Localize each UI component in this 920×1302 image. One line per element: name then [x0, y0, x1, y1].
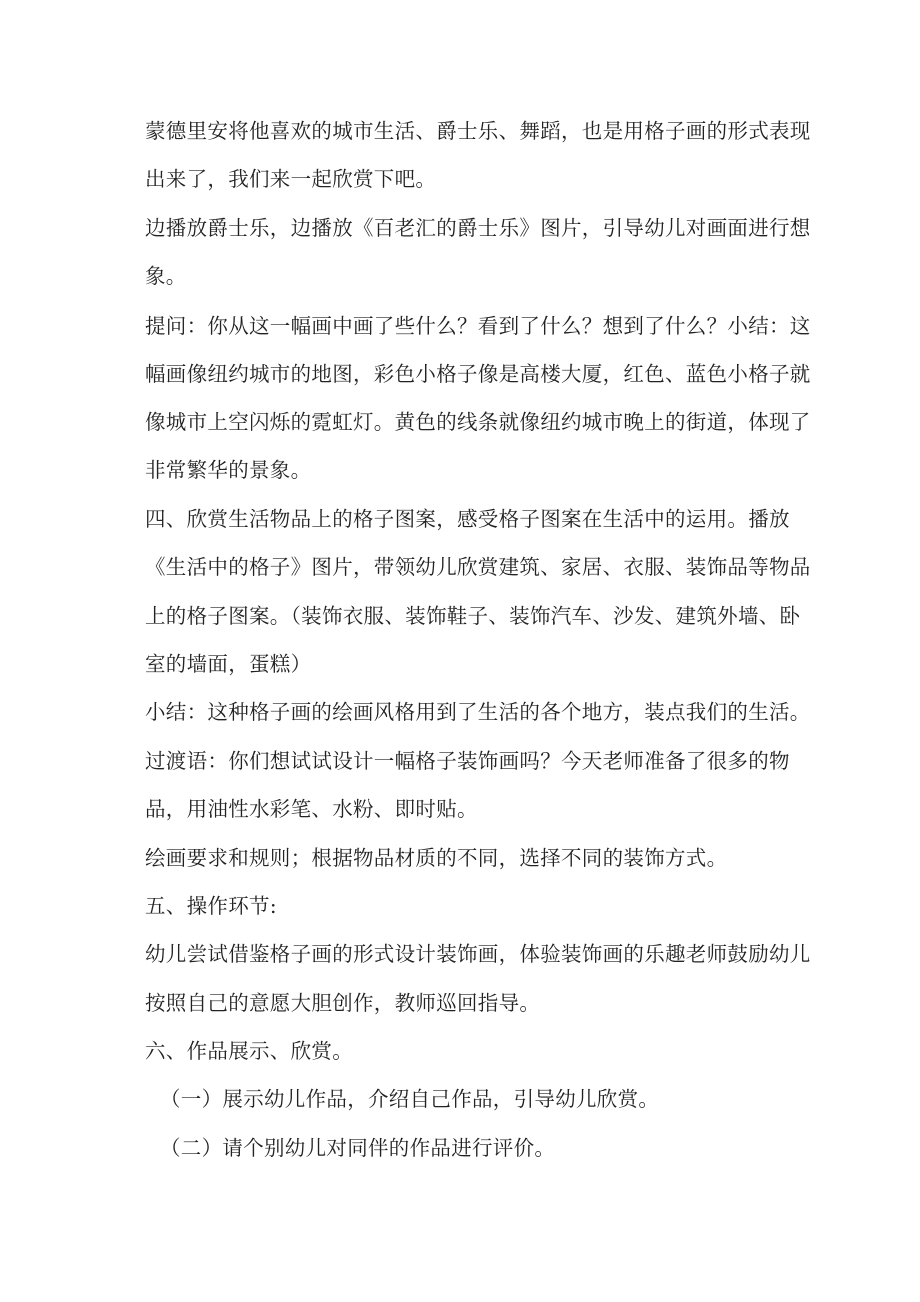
- text-line: 象。: [145, 264, 187, 288]
- text-line: 上的格子图案。（装饰衣服、装饰鞋子、装饰汽车、沙发、建筑外墙、卧: [145, 604, 801, 628]
- list-item: （一）展示幼儿作品，介绍自己作品，引导幼儿欣赏。: [160, 1087, 660, 1111]
- text-line: 品，用油性水彩笔、水粉、即时贴。: [145, 797, 478, 821]
- text-line: 边播放爵士乐，边播放《百老汇的爵士乐》图片，引导幼儿对画面进行想: [145, 216, 811, 240]
- text-line: 非常繁华的景象。: [145, 458, 312, 482]
- text-line: 室的墙面，蛋糕）: [145, 652, 312, 676]
- text-line: 幅画像纽约城市的地图，彩色小格子像是高楼大厦，红色、蓝色小格子就: [145, 362, 811, 386]
- section-heading: 六、作品展示、欣赏。: [145, 1039, 353, 1063]
- section-heading: 五、操作环节:: [145, 894, 278, 918]
- text-line: 蒙德里安将他喜欢的城市生活、爵士乐、舞蹈，也是用格子画的形式表现: [145, 119, 811, 143]
- text-line: 过渡语：你们想试试设计一幅格子装饰画吗？今天老师准备了很多的物: [145, 749, 790, 773]
- text-line: 小结：这种格子画的绘画风格用到了生活的各个地方，装点我们的生活。: [145, 700, 811, 724]
- text-line: 四、欣赏生活物品上的格子图案，感受格子图案在生活中的运用。播放: [145, 507, 790, 531]
- list-item: （二）请个别幼儿对同伴的作品进行评价。: [160, 1136, 556, 1160]
- text-line: 幼儿尝试借鉴格子画的形式设计装饰画，体验装饰画的乐趣老师鼓励幼儿: [145, 942, 811, 966]
- text-line: 绘画要求和规则；根据物品材质的不同，选择不同的装饰方式。: [145, 846, 728, 870]
- text-line: 提问：你从这一幅画中画了些什么？看到了什么？想到了什么？小结：这: [145, 314, 811, 338]
- text-line: 《生活中的格子》图片，带领幼儿欣赏建筑、家居、衣服、装饰品等物品: [145, 555, 811, 579]
- text-line: 按照自己的意愿大胆创作，教师巡回指导。: [145, 991, 541, 1015]
- text-line: 出来了，我们来一起欣赏下吧。: [145, 167, 437, 191]
- text-line: 像城市上空闪烁的霓虹灯。黄色的线条就像纽约城市晚上的街道，体现了: [145, 410, 811, 434]
